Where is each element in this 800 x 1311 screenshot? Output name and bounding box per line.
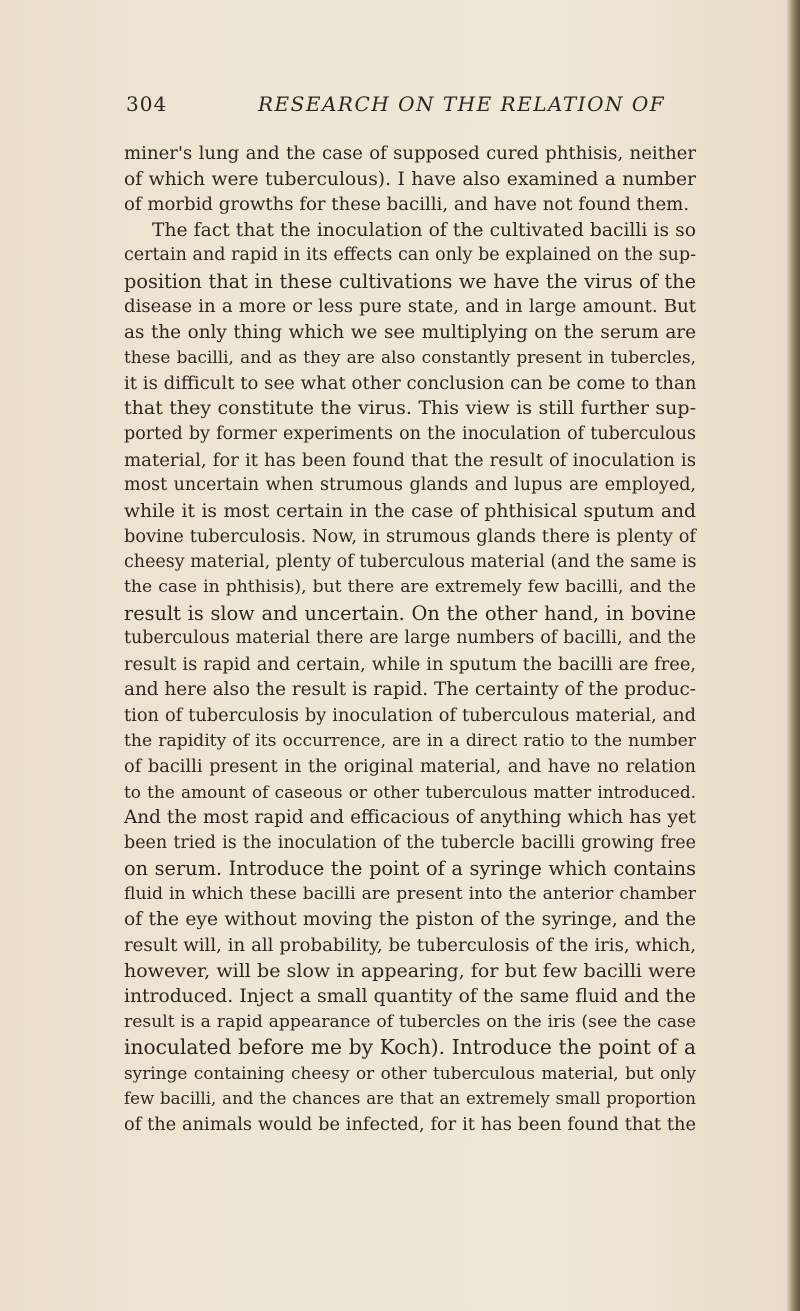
- text-line: been tried is the inoculation of the tubercle bacilli growing free: [124, 832, 696, 853]
- text-line: inoculated before me by Koch). Introduce the point of a: [124, 1035, 696, 1060]
- text-line: the case in phthisis), but there are extremely few bacilli, and the: [124, 577, 696, 598]
- text-line: syringe containing cheesy or other tuberculous material, but only: [124, 1062, 696, 1083]
- body-text: [124, 141, 696, 1137]
- text-line: that they constitute the virus. This view is still further sup-: [124, 397, 696, 420]
- text-line: result is a rapid appearance of tubercles on the iris (see the case: [124, 1011, 696, 1032]
- text-line: it is difficult to see what other conclusion can be come to than: [124, 372, 697, 394]
- text-line: material, for it has been found that the result of inoculation is: [124, 449, 696, 471]
- text-line: bovine tuberculosis. Now, in strumous glands there is plenty of: [124, 526, 696, 548]
- text-line: while it is most certain in the case of phthisical sputum and: [124, 500, 696, 522]
- text-line: tuberculous material there are large numbers of bacilli, and the: [124, 628, 696, 649]
- text-line: result is rapid and certain, while in sputum the bacilli are free,: [124, 653, 696, 675]
- text-line: result will, in all probability, be tuberculosis of the iris, which,: [124, 934, 696, 956]
- text-line: on serum. Introduce the point of a syringe which contains: [124, 857, 696, 881]
- text-line: the rapidity of its occurrence, are in a direct ratio to the number: [124, 730, 696, 751]
- text-line: of the animals would be infected, for it has been found that the: [124, 1113, 696, 1135]
- text-line: miner's lung and the case of supposed cured phthisis, neither: [124, 143, 696, 164]
- page-header: [126, 92, 686, 122]
- text-line: fluid in which these bacilli are present into the anterior chamber: [124, 883, 696, 904]
- text-line: these bacilli, and as they are also constantly present in tubercles,: [124, 347, 696, 368]
- text-line: position that in these cultivations we have the virus of the: [124, 269, 696, 293]
- text-line: few bacilli, and the chances are that an extremely small proportion: [124, 1089, 696, 1109]
- text-line: however, will be slow in appearing, for but few bacilli were: [124, 959, 696, 982]
- text-line: result is slow and uncertain. On the other hand, in bovine: [124, 601, 696, 625]
- text-line: ported by former experiments on the inoculation of tuberculous: [124, 424, 696, 445]
- text-line: of the eye without moving the piston of the syringe, and the: [124, 909, 696, 931]
- text-line: of morbid growths for these bacilli, and have not found them.: [124, 194, 690, 216]
- text-line: cheesy material, plenty of tuberculous material (and the same is: [124, 551, 697, 572]
- text-line: and here also the result is rapid. The certainty of the produc-: [124, 679, 696, 701]
- text-line: to the amount of caseous or other tuberculous matter introduced.: [124, 781, 696, 802]
- text-line: of which were tuberculous). I have also examined a number: [124, 168, 696, 190]
- text-line: as the only thing which we see multiplying on the serum are: [124, 321, 696, 343]
- text-line: most uncertain when strumous glands and lupus are employed,: [124, 475, 696, 496]
- text-line: disease in a more or less pure state, and in large amount. But: [124, 296, 696, 318]
- text-line: of bacilli present in the original material, and have no relation: [124, 756, 696, 778]
- text-line: certain and rapid in its effects can only be explained on the sup-: [124, 245, 696, 266]
- text-line: introduced. Inject a small quantity of the same fluid and the: [124, 986, 696, 1008]
- running-head: RESEARCH ON THE RELATION OF: [258, 92, 666, 116]
- page-edge-shadow: [786, 0, 800, 1311]
- page-number: 304: [126, 92, 168, 116]
- text-line: The fact that the inoculation of the cultivated bacilli is so: [152, 219, 696, 241]
- text-line: tion of tuberculosis by inoculation of tuberculous material, and: [124, 705, 696, 727]
- text-line: And the most rapid and efficacious of anything which has yet: [124, 807, 696, 829]
